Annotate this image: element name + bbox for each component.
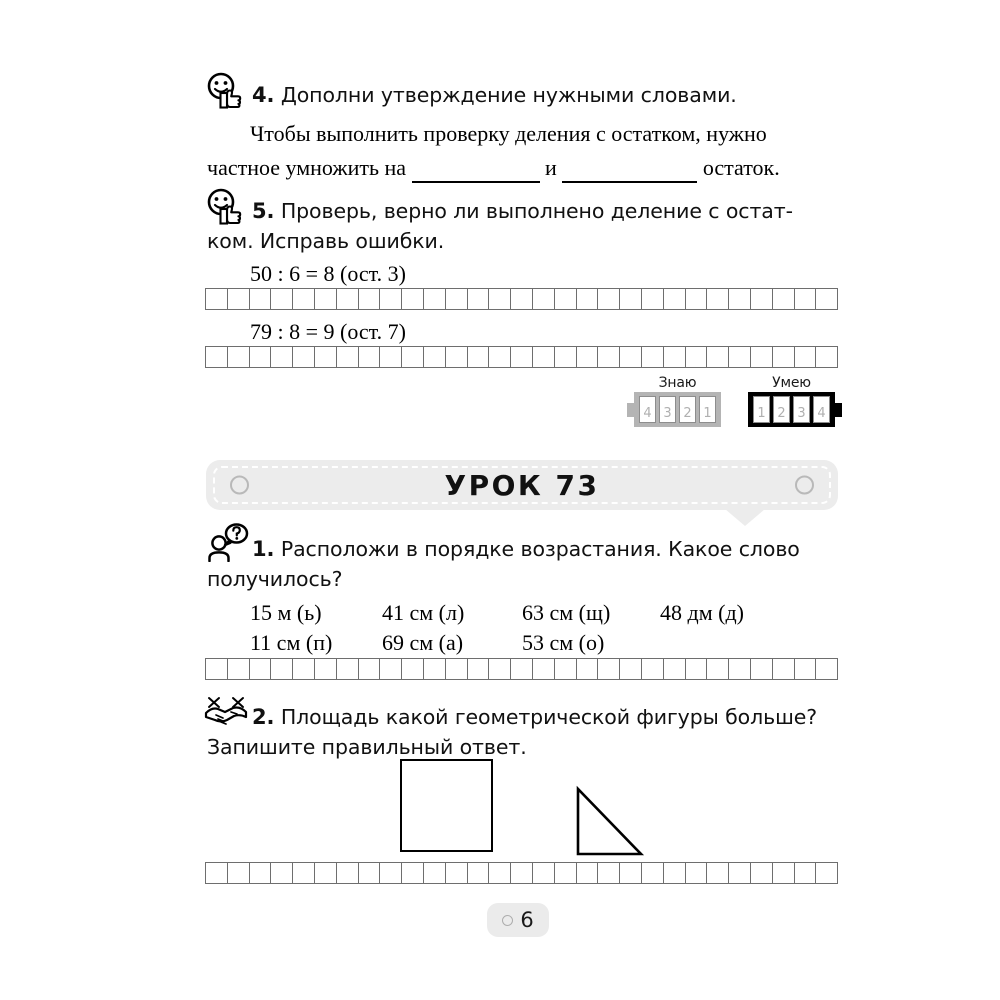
answer-cell[interactable] — [402, 347, 424, 367]
answer-cell[interactable] — [293, 289, 315, 309]
answer-cell[interactable] — [315, 863, 337, 883]
answer-cell[interactable] — [250, 659, 272, 679]
exercise-2-heading — [252, 702, 852, 732]
answer-cell[interactable] — [664, 863, 686, 883]
answer-cell[interactable] — [446, 347, 468, 367]
answer-cell[interactable] — [686, 659, 708, 679]
answer-cell[interactable] — [773, 863, 795, 883]
exercise-5-prompt-line1: Проверь, верно ли выполнено деление с остат- — [280, 199, 793, 223]
answer-cell[interactable] — [380, 289, 402, 309]
lesson-banner — [206, 460, 838, 510]
answer-cell[interactable] — [555, 659, 577, 679]
exercise-1-prompt-line1: Расположи в порядке возрастания. Какое слово — [280, 537, 800, 561]
can-level-1[interactable]: 1 — [753, 396, 770, 423]
answer-cell[interactable] — [250, 289, 272, 309]
answer-cell[interactable] — [206, 289, 228, 309]
answer-cell[interactable] — [795, 289, 817, 309]
answer-cell[interactable] — [707, 659, 729, 679]
answer-cell[interactable] — [620, 347, 642, 367]
answer-cell[interactable] — [380, 659, 402, 679]
answer-cell[interactable] — [795, 659, 817, 679]
answer-cell[interactable] — [228, 347, 250, 367]
exercise-2-prompt-line2-wrap — [207, 732, 847, 762]
answer-cell[interactable] — [642, 289, 664, 309]
answer-cell[interactable] — [380, 863, 402, 883]
measure-value: 63 см (щ) — [522, 600, 611, 625]
page-number: 6 — [520, 908, 534, 932]
answer-cell[interactable] — [468, 659, 490, 679]
answer-cell[interactable] — [707, 347, 729, 367]
measure-value: 41 см (л) — [382, 600, 465, 625]
exercise-5-prompt-line2-wrap — [207, 226, 847, 256]
answer-cell[interactable] — [250, 863, 272, 883]
answer-cell[interactable] — [402, 289, 424, 309]
statement-conjunction: и — [545, 155, 557, 180]
figure-right-triangle — [572, 783, 648, 861]
answer-cell[interactable] — [489, 289, 511, 309]
measure-value: 48 дм (д) — [660, 600, 744, 625]
answer-grid-exercise-5-item-1[interactable] — [205, 288, 838, 310]
answer-cell[interactable] — [555, 289, 577, 309]
answer-cell[interactable] — [337, 347, 359, 367]
answer-cell[interactable] — [707, 289, 729, 309]
answer-cell[interactable] — [206, 863, 228, 883]
answer-cell[interactable] — [773, 289, 795, 309]
exercise-4-prompt: Дополни утверждение нужными словами. — [280, 83, 737, 107]
answer-cell[interactable] — [228, 289, 250, 309]
answer-cell[interactable] — [228, 863, 250, 883]
answer-cell[interactable] — [337, 659, 359, 679]
answer-cell[interactable] — [642, 863, 664, 883]
answer-cell[interactable] — [293, 863, 315, 883]
figure-square — [400, 759, 493, 852]
answer-cell[interactable] — [598, 863, 620, 883]
answer-cell[interactable] — [359, 289, 381, 309]
page-number-pill — [487, 903, 549, 937]
measure-value: 69 см (а) — [382, 630, 464, 655]
answer-cell[interactable] — [293, 659, 315, 679]
exercise-1-values-row-1 — [0, 600, 1000, 628]
answer-cell[interactable] — [380, 347, 402, 367]
answer-cell[interactable] — [795, 863, 817, 883]
answer-cell[interactable] — [315, 347, 337, 367]
can-frame — [748, 392, 835, 427]
know-tab-icon — [627, 403, 634, 417]
answer-cell[interactable] — [446, 289, 468, 309]
exercise-5-heading — [252, 196, 852, 226]
answer-cell[interactable] — [795, 347, 817, 367]
statement-text-2: частное умножить на — [207, 155, 407, 180]
answer-cell[interactable] — [577, 289, 599, 309]
answer-cell[interactable] — [816, 289, 837, 309]
answer-cell[interactable] — [577, 863, 599, 883]
statement-text-1: Чтобы выполнить проверку деления с остатком, нужно — [250, 121, 767, 146]
exercise-4-heading — [252, 80, 852, 110]
answer-cell[interactable] — [707, 863, 729, 883]
answer-cell[interactable] — [359, 659, 381, 679]
answer-cell[interactable] — [620, 659, 642, 679]
exercise-1-number: 1. — [252, 537, 275, 561]
handshake-icon — [203, 692, 249, 730]
answer-cell[interactable] — [751, 289, 773, 309]
exercise-5-item-2-expression: 79 : 8 = 9 (ост. 7) — [250, 319, 406, 344]
answer-cell[interactable] — [271, 347, 293, 367]
answer-cell[interactable] — [337, 289, 359, 309]
answer-cell[interactable] — [489, 863, 511, 883]
answer-cell[interactable] — [729, 347, 751, 367]
answer-cell[interactable] — [642, 347, 664, 367]
answer-cell[interactable] — [511, 659, 533, 679]
answer-cell[interactable] — [773, 347, 795, 367]
self-assessment-know-caption: Знаю — [658, 375, 697, 391]
answer-cell[interactable] — [489, 347, 511, 367]
exercise-1-values-row-2 — [0, 630, 1000, 658]
answer-grid-exercise-2[interactable] — [205, 862, 838, 884]
answer-cell[interactable] — [424, 289, 446, 309]
smiley-thumbs-up-icon — [205, 72, 249, 110]
answer-cell[interactable] — [271, 659, 293, 679]
can-level-4[interactable]: 4 — [813, 396, 830, 423]
answer-cell[interactable] — [402, 863, 424, 883]
answer-cell[interactable] — [598, 289, 620, 309]
circle-hole-icon — [230, 476, 249, 495]
answer-cell[interactable] — [620, 289, 642, 309]
answer-cell[interactable] — [598, 347, 620, 367]
exercise-2-prompt-line1: Площадь какой геометрической фигуры больше? — [280, 705, 818, 729]
answer-cell[interactable] — [511, 289, 533, 309]
answer-cell[interactable] — [555, 863, 577, 883]
answer-cell[interactable] — [533, 659, 555, 679]
statement-text-3: остаток. — [702, 155, 780, 180]
exercise-5-item-1-expression: 50 : 6 = 8 (ост. 3) — [250, 261, 406, 286]
answer-cell[interactable] — [533, 863, 555, 883]
answer-cell[interactable] — [446, 863, 468, 883]
answer-grid-exercise-1[interactable] — [205, 658, 838, 680]
answer-cell[interactable] — [206, 659, 228, 679]
exercise-1-heading — [252, 534, 852, 564]
answer-cell[interactable] — [424, 863, 446, 883]
measure-value: 15 м (ь) — [250, 600, 322, 625]
answer-cell[interactable] — [664, 347, 686, 367]
exercise-1-prompt-line2-wrap — [207, 564, 847, 594]
answer-cell[interactable] — [468, 863, 490, 883]
lesson-title: УРОК 73 — [444, 468, 600, 502]
answer-cell[interactable] — [642, 659, 664, 679]
answer-cell[interactable] — [686, 863, 708, 883]
answer-cell[interactable] — [271, 863, 293, 883]
answer-cell[interactable] — [250, 347, 272, 367]
self-assessment-can[interactable] — [748, 375, 835, 427]
answer-cell[interactable] — [729, 863, 751, 883]
exercise-1-prompt-line2: получилось? — [207, 567, 343, 591]
answer-cell[interactable] — [468, 289, 490, 309]
answer-cell[interactable] — [489, 659, 511, 679]
answer-cell[interactable] — [729, 289, 751, 309]
know-level-4[interactable]: 4 — [639, 396, 656, 423]
answer-cell[interactable] — [577, 659, 599, 679]
answer-cell[interactable] — [686, 289, 708, 309]
circle-icon — [502, 915, 513, 926]
answer-cell[interactable] — [359, 863, 381, 883]
exercise-4-statement-line2 — [207, 150, 847, 183]
answer-cell[interactable] — [729, 659, 751, 679]
answer-cell[interactable] — [511, 863, 533, 883]
circle-hole-icon — [795, 476, 814, 495]
answer-cell[interactable] — [620, 863, 642, 883]
answer-cell[interactable] — [511, 347, 533, 367]
answer-cell[interactable] — [315, 289, 337, 309]
know-frame — [634, 392, 721, 427]
answer-cell[interactable] — [533, 289, 555, 309]
answer-cell[interactable] — [315, 659, 337, 679]
know-level-3[interactable]: 3 — [659, 396, 676, 423]
answer-cell[interactable] — [402, 659, 424, 679]
answer-cell[interactable] — [773, 659, 795, 679]
answer-cell[interactable] — [228, 659, 250, 679]
answer-cell[interactable] — [446, 659, 468, 679]
measure-value: 11 см (п) — [250, 630, 333, 655]
exercise-4-statement-line1 — [250, 118, 850, 149]
answer-cell[interactable] — [271, 289, 293, 309]
answer-cell[interactable] — [424, 659, 446, 679]
answer-cell[interactable] — [816, 659, 837, 679]
exercise-2-number: 2. — [252, 705, 275, 729]
exercise-5-prompt-line2: ком. Исправь ошибки. — [207, 229, 445, 253]
person-question-icon — [205, 522, 251, 562]
answer-cell[interactable] — [751, 659, 773, 679]
answer-cell[interactable] — [424, 347, 446, 367]
answer-cell[interactable] — [359, 347, 381, 367]
can-tab-icon — [835, 403, 842, 417]
can-level-3[interactable]: 3 — [793, 396, 810, 423]
blank-input-2[interactable] — [562, 150, 697, 183]
smiley-thumbs-up-icon — [205, 188, 249, 226]
answer-cell[interactable] — [206, 347, 228, 367]
exercise-2-prompt-line2: Запишите правильный ответ. — [207, 735, 527, 759]
answer-cell[interactable] — [555, 347, 577, 367]
answer-grid-exercise-5-item-2[interactable] — [205, 346, 838, 368]
answer-cell[interactable] — [664, 289, 686, 309]
know-level-1[interactable]: 1 — [699, 396, 716, 423]
can-level-2[interactable]: 2 — [773, 396, 790, 423]
self-assessment-can-caption: Умею — [772, 375, 811, 391]
blank-input-1[interactable] — [412, 150, 540, 183]
answer-cell[interactable] — [577, 347, 599, 367]
answer-cell[interactable] — [816, 863, 837, 883]
triangle-down-icon — [725, 509, 765, 526]
answer-cell[interactable] — [664, 659, 686, 679]
answer-cell[interactable] — [816, 347, 837, 367]
exercise-4-number: 4. — [252, 83, 275, 107]
self-assessment-know[interactable] — [634, 375, 721, 427]
answer-cell[interactable] — [598, 659, 620, 679]
answer-cell[interactable] — [751, 863, 773, 883]
answer-cell[interactable] — [293, 347, 315, 367]
answer-cell[interactable] — [337, 863, 359, 883]
measure-value: 53 см (о) — [522, 630, 605, 655]
know-level-2[interactable]: 2 — [679, 396, 696, 423]
answer-cell[interactable] — [468, 347, 490, 367]
exercise-5-number: 5. — [252, 199, 275, 223]
answer-cell[interactable] — [751, 347, 773, 367]
answer-cell[interactable] — [686, 347, 708, 367]
answer-cell[interactable] — [533, 347, 555, 367]
